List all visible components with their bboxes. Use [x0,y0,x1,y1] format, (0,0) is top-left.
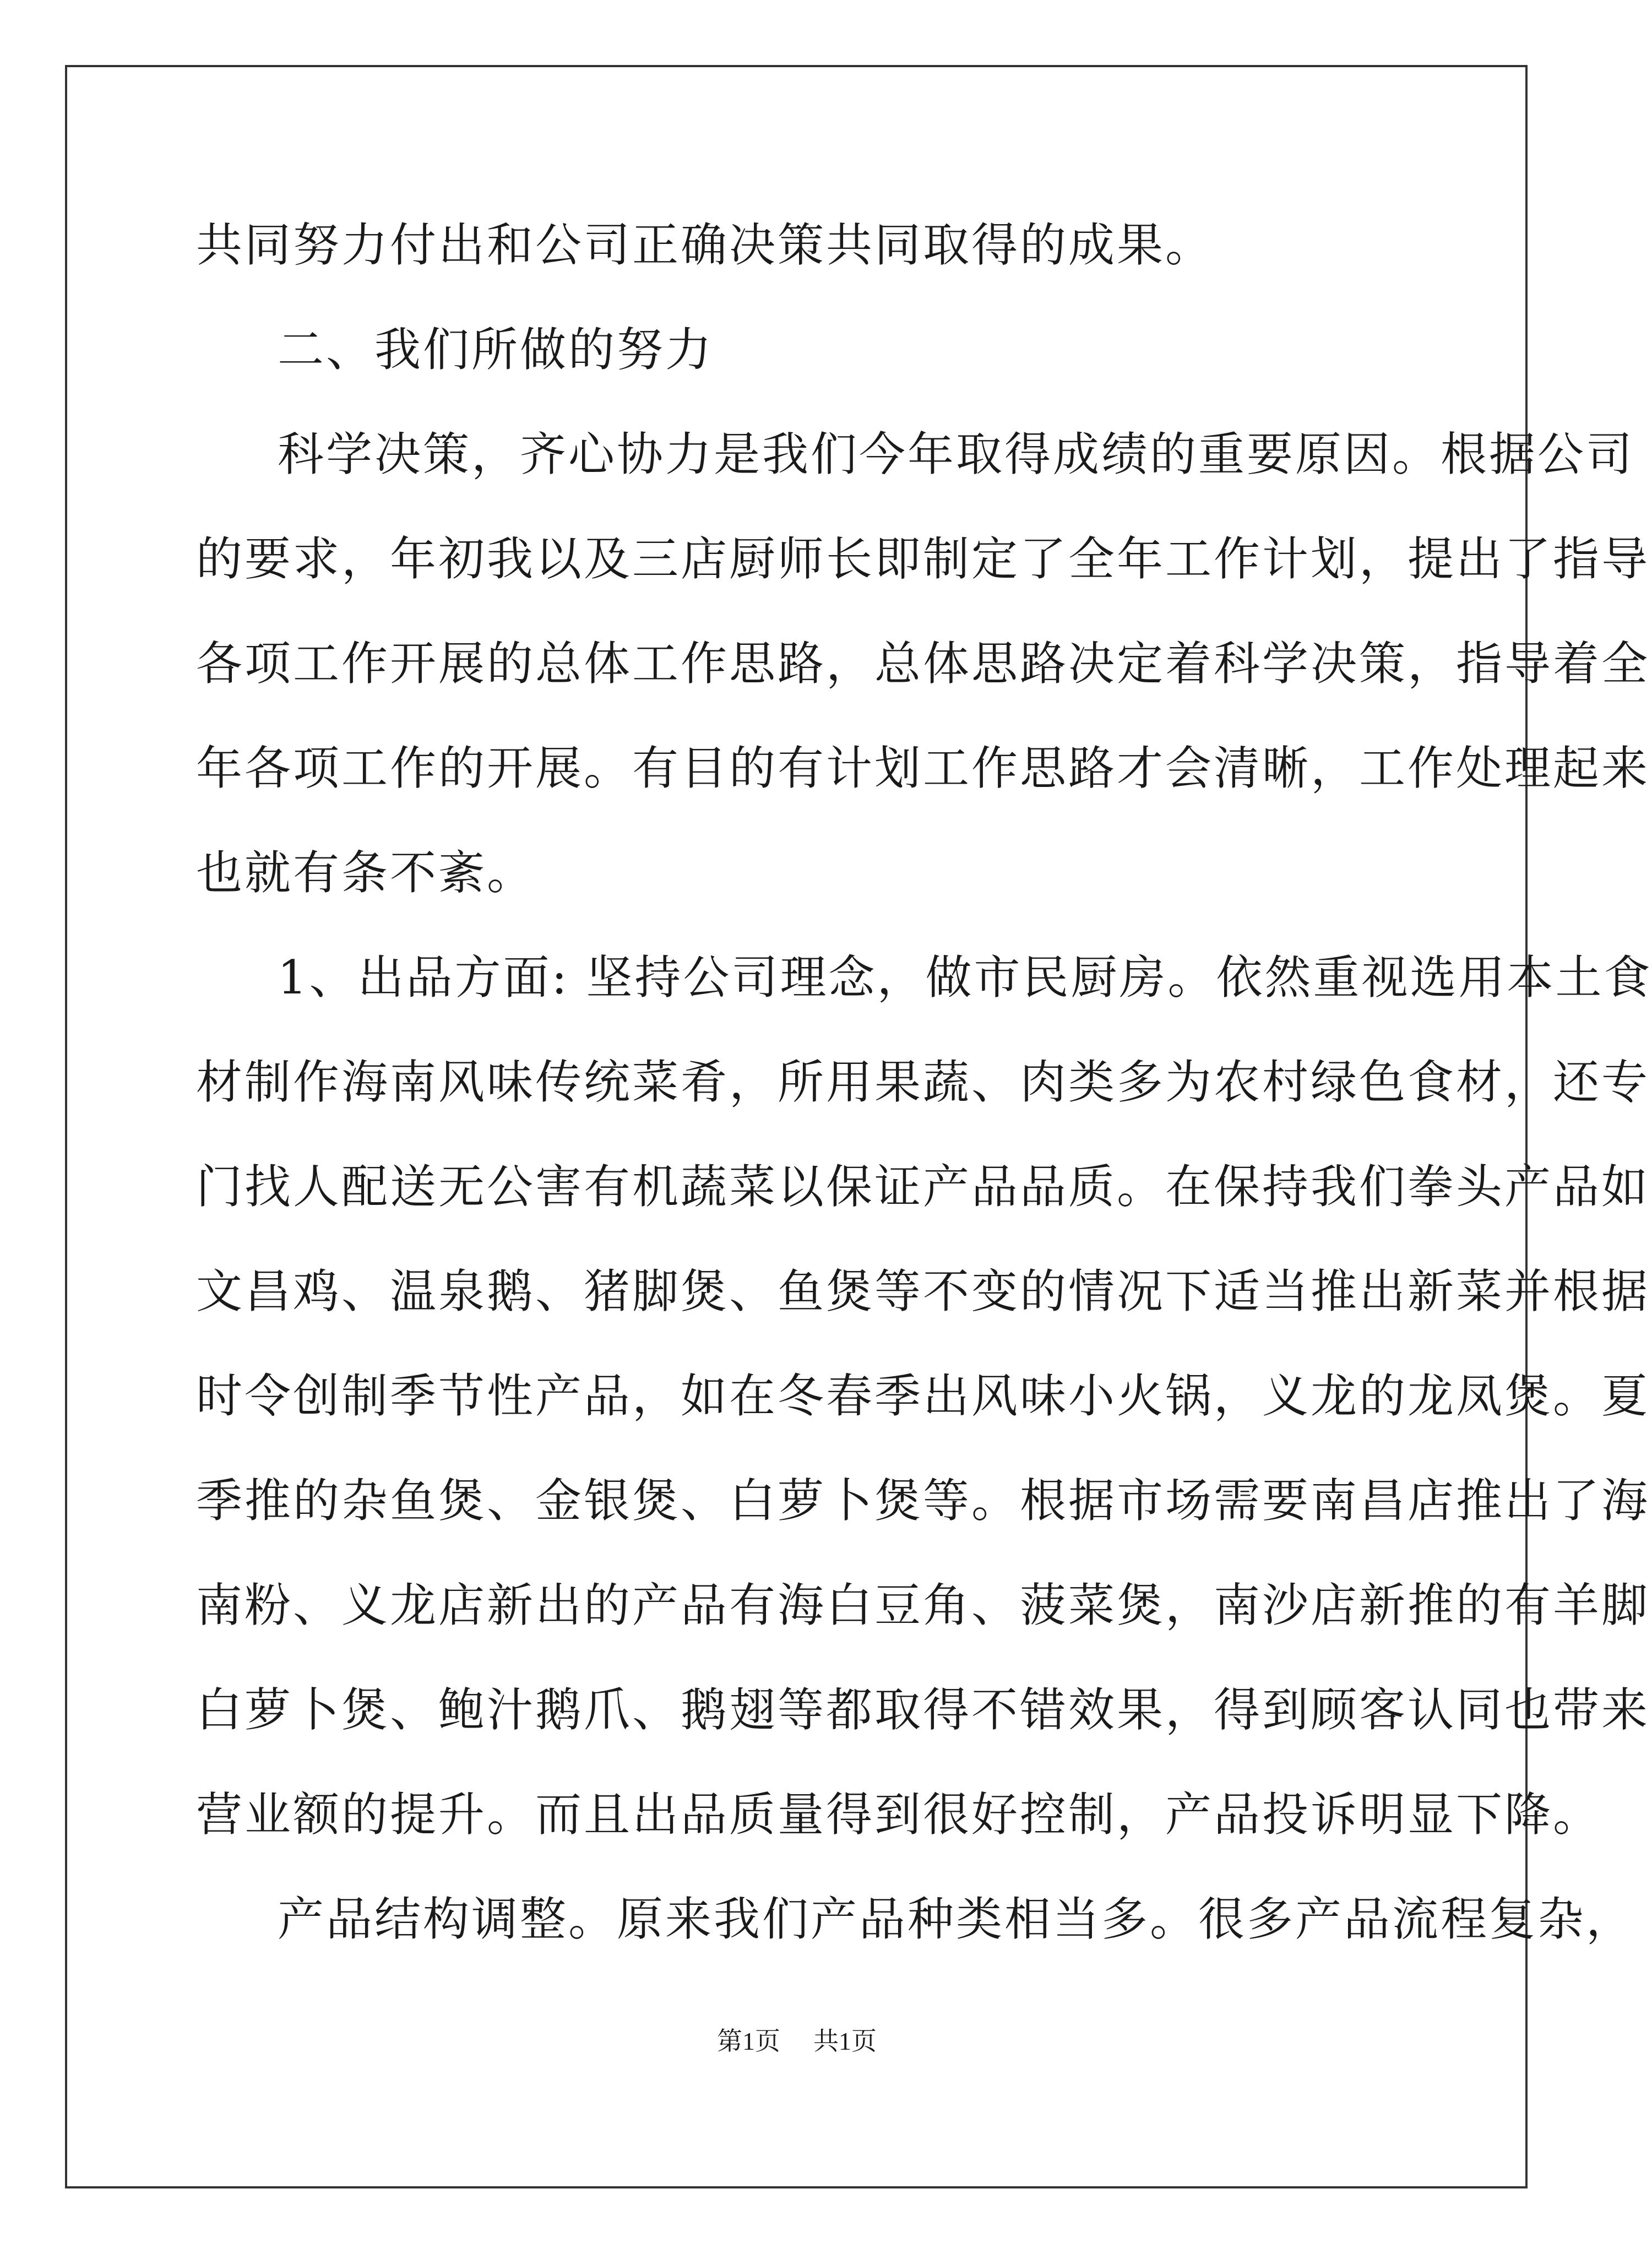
paragraph-line: 共同努力付出和公司正确决策共同取得的成果。 [196,218,1214,272]
paragraph-line: 1、出品方面: 坚持公司理念，做市民厨房。依然重视选用本土食 [278,951,1652,1004]
paragraph-line: 也就有条不紊。 [196,846,536,900]
page-number: 第1页 [717,2027,780,2055]
page-total: 共1页 [813,2027,877,2055]
section-heading: 二、我们所做的努力 [278,323,714,377]
paragraph-line: 门找人配送无公害有机蔬菜以保证产品品质。在保持我们拳头产品如 [196,1160,1650,1214]
paragraph-line: 南粉、义龙店新出的产品有海白豆角、菠菜煲，南沙店新推的有羊脚 [196,1578,1650,1632]
paragraph-line: 科学决策，齐心协力是我们今年取得成绩的重要原因。根据公司 [278,427,1635,481]
document-body [196,209,1652,1988]
paragraph-line: 文昌鸡、温泉鹅、猪脚煲、鱼煲等不变的情况下适当推出新菜并根据 [196,1264,1650,1318]
paragraph-line: 时令创制季节性产品，如在冬春季出风味小火锅，义龙的龙凤煲。夏 [196,1369,1650,1423]
page-footer [0,2021,1594,2057]
paragraph-line: 各项工作开展的总体工作思路，总体思路决定着科学决策，指导着全 [196,637,1650,691]
paragraph-line: 季推的杂鱼煲、金银煲、白萝卜煲等。根据市场需要南昌店推出了海 [196,1474,1650,1528]
paragraph-line: 营业额的提升。而且出品质量得到很好控制，产品投诉明显下降。 [196,1788,1602,1842]
paragraph-line: 的要求，年初我以及三店厨师长即制定了全年工作计划，提出了指导 [196,532,1650,586]
paragraph-line: 材制作海南风味传统菜肴，所用果蔬、肉类多为农村绿色食材，还专 [196,1055,1650,1109]
paragraph-line: 年各项工作的开展。有目的有计划工作思路才会清晰，工作处理起来 [196,741,1650,795]
paragraph-line: 产品结构调整。原来我们产品种类相当多。很多产品流程复杂， [278,1892,1635,1946]
paragraph-line: 白萝卜煲、鲍汁鹅爪、鹅翅等都取得不错效果，得到顾客认同也带来 [196,1683,1650,1737]
